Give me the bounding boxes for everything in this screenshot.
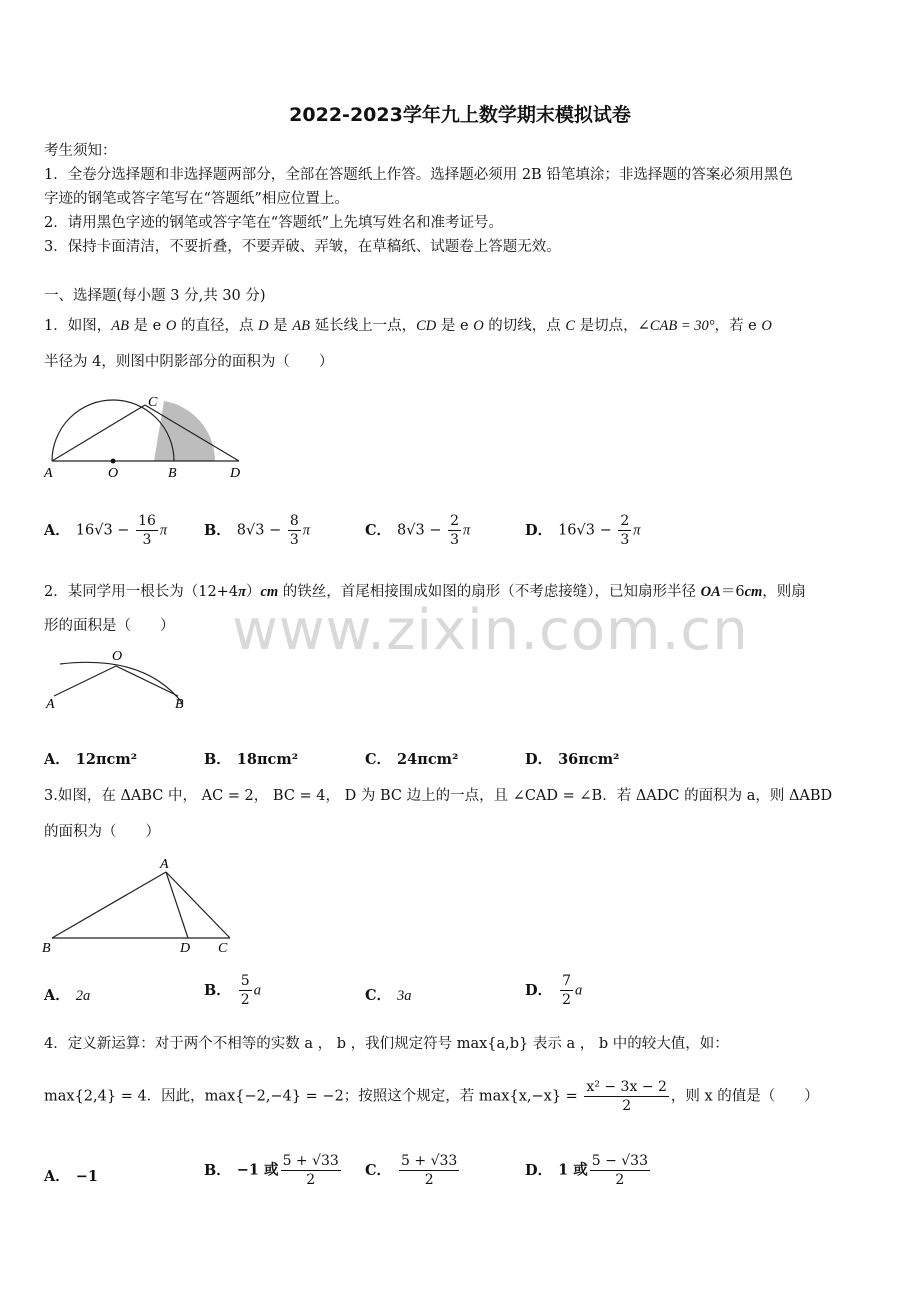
q1-label-b: B (168, 466, 177, 481)
q3-option-d[interactable]: D． $\frac{7}{2}$ a (525, 973, 583, 1008)
q1-label-d: D (230, 466, 241, 481)
q1-option-d[interactable]: D． 16√3 − $\frac{2}{3}$ π (525, 513, 641, 548)
q3-line-2: 的面积为（ ） (44, 824, 160, 840)
q2-option-a[interactable]: A． 12πcm² (44, 751, 138, 768)
watermark: www.zixin.com.cn (232, 598, 749, 663)
q2-line-2: 形的面积是（ ） (44, 618, 175, 634)
notice-heading: 考生须知： (44, 143, 117, 159)
exam-title: 2022-2023学年九上数学期末模拟试卷 (289, 104, 631, 126)
q3-option-b[interactable]: B． $\frac{5}{2}$ a (204, 973, 261, 1008)
section-heading: 一、选择题(每小题 3 分,共 30 分) (44, 288, 266, 304)
q2-line-1: 2．某同学用一根长为（12+4π）cm 的铁丝，首尾相接围成如图的扇形（不考虑接缝），已知扇形半径 OA＝6cm，则扇 (44, 584, 806, 600)
q2-label-a: A (46, 697, 55, 712)
q1-option-a[interactable]: A． 16√3 − $\frac{16}{3}$ π (44, 513, 168, 548)
q3-option-a[interactable]: A． 2a (44, 987, 91, 1004)
q4-option-d[interactable]: D． 1 或 $\frac{5 - √33}{2}$ (525, 1153, 648, 1188)
q1-line-2: 半径为 4，则图中阴影部分的面积为（ ） (44, 354, 334, 370)
q1-option-c[interactable]: C． 8√3 − $\frac{2}{3}$ π (365, 513, 471, 548)
q3-figure (40, 852, 240, 957)
q1-option-b[interactable]: B． 8√3 − $\frac{8}{3}$ π (204, 513, 311, 548)
q3-label-d: D (180, 941, 191, 956)
q2-option-c[interactable]: C． 24πcm² (365, 751, 459, 768)
q4-line-2: max{2,4} = 4．因此，max{−2,−4} = −2；按照这个规定，若 max{x,−x} = $\frac{\text{x² − 3x − 2}}{2}$ ，则 x 的值是（ ） (44, 1079, 819, 1114)
q1-label-a: A (44, 466, 53, 481)
q2-figure (40, 644, 200, 724)
q3-line-1: 3.如图，在 ΔABC 中， AC = 2， BC = 4， D 为 BC 边上的一点，且 ∠CAD = ∠B．若 ΔADC 的面积为 a，则 ΔABD (44, 788, 833, 804)
q1-label-o: O (108, 466, 119, 481)
q1-line-1: 1．如图，AB 是 e O 的直径，点 D 是 AB 延长线上一点，CD 是 e O 的切线，点 C 是切点，∠CAB = 30°，若 e O (44, 318, 772, 334)
notice-line-1b: 字迹的钢笔或答字笔写在“答题纸”相应位置上。 (44, 191, 349, 207)
q2-option-d[interactable]: D． 36πcm² (525, 751, 620, 768)
q3-option-c[interactable]: C． 3a (365, 987, 412, 1004)
q3-label-a: A (160, 857, 169, 872)
q4-option-c[interactable]: C． $\frac{5 + √33}{2}$ (365, 1153, 458, 1188)
notice-line-3: 3．保持卡面清洁，不要折叠，不要弄破、弄皱，在草稿纸、试题卷上答题无效。 (44, 239, 561, 255)
q4-option-b[interactable]: B． −1 或 $\frac{5 + √33}{2}$ (204, 1153, 339, 1188)
q2-label-o: O (112, 649, 123, 664)
notice-line-2: 2．请用黑色字迹的钢笔或答字笔在“答题纸”上先填写姓名和准考证号。 (44, 215, 504, 231)
q3-label-b: B (42, 941, 51, 956)
notice-line-1a: 1．全卷分选择题和非选择题两部分，全部在答题纸上作答。选择题必须用 2B 铅笔填涂；非选择题的答案必须用黑色 (44, 167, 793, 183)
q4-option-a[interactable]: A． −1 (44, 1168, 99, 1185)
q2-option-b[interactable]: B． 18πcm² (204, 751, 299, 768)
q4-line-1: 4．定义新运算：对于两个不相等的实数 a ， b ，我们规定符号 max{a,b} 表示 a ， b 中的较大值，如： (44, 1036, 729, 1052)
q3-label-c: C (218, 941, 228, 956)
q1-figure (40, 388, 260, 483)
q1-label-c: C (148, 395, 158, 410)
q2-label-b: B (175, 697, 184, 712)
